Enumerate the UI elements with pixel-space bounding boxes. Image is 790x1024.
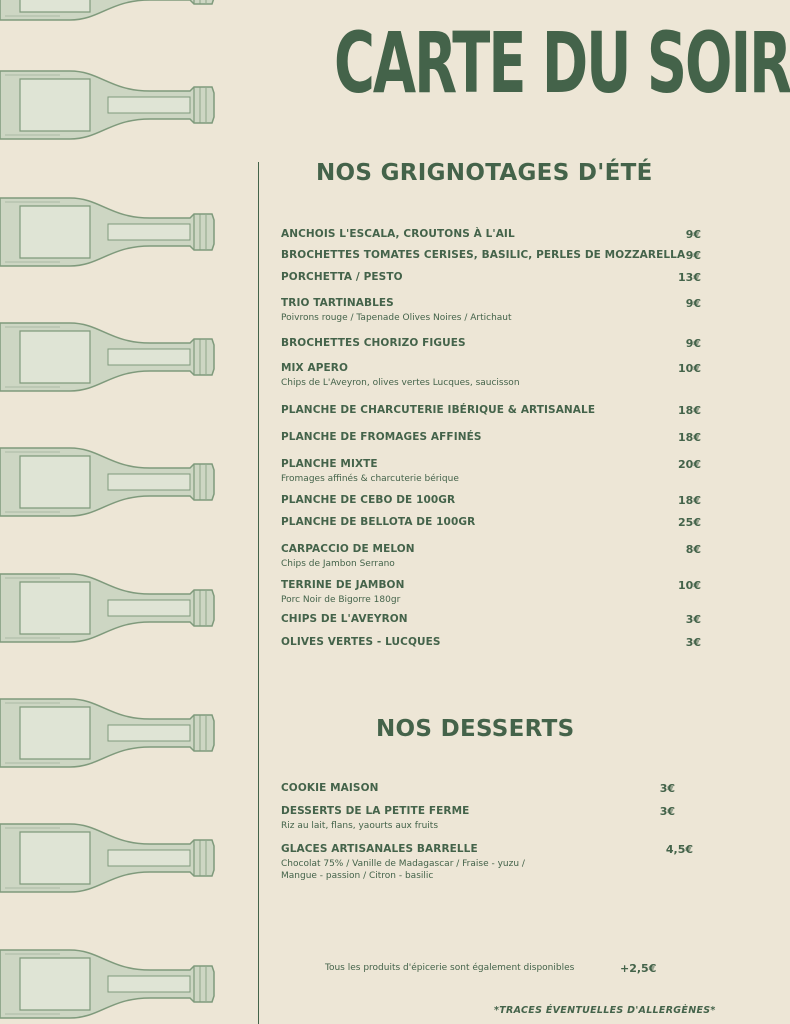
item-price: 3€ bbox=[685, 613, 701, 626]
item-description: Poivrons rouge / Tapenade Olives Noires / Artichaut bbox=[281, 313, 512, 323]
menu-item bbox=[281, 579, 701, 606]
epicerie-note: Tous les produits d'épicerie sont également disponibles bbox=[325, 963, 575, 973]
menu-item bbox=[281, 458, 701, 485]
menu-item bbox=[281, 543, 701, 570]
bottles-decoration bbox=[0, 0, 230, 1024]
wine-bottle-icon bbox=[0, 574, 214, 642]
item-price: 18€ bbox=[678, 431, 701, 444]
menu-item bbox=[281, 782, 693, 794]
wine-bottle-icon bbox=[0, 323, 214, 391]
item-price: 10€ bbox=[678, 579, 701, 592]
menu-item bbox=[281, 636, 701, 648]
item-description: Chips de L'Aveyron, olives vertes Lucques, saucisson bbox=[281, 378, 520, 388]
wine-bottle-icon bbox=[0, 699, 214, 767]
item-name: COOKIE MAISON bbox=[281, 782, 379, 794]
menu-item bbox=[281, 805, 693, 832]
item-description: Porc Noir de Bigorre 180gr bbox=[281, 595, 401, 605]
item-description: Chips de Jambon Serrano bbox=[281, 559, 395, 569]
item-name: DESSERTS DE LA PETITE FERME bbox=[281, 805, 470, 817]
menu-item bbox=[281, 494, 701, 506]
menu-item bbox=[281, 516, 701, 528]
item-price: 4,5€ bbox=[665, 843, 693, 856]
wine-bottle-icon bbox=[0, 824, 214, 892]
item-name: TRIO TARTINABLES bbox=[281, 297, 394, 309]
item-price: 9€ bbox=[685, 297, 701, 310]
item-description: Chocolat 75% / Vanille de Madagascar / Fraise - yuzu / Mangue - passion / Citron - basilic bbox=[281, 859, 525, 882]
item-name: BROCHETTES TOMATES CERISES, BASILIC, PERLES DE MOZZARELLA bbox=[281, 249, 686, 261]
menu-item bbox=[281, 337, 701, 349]
item-name: PLANCHE DE BELLOTA DE 100GR bbox=[281, 516, 476, 528]
item-price: 3€ bbox=[659, 805, 675, 818]
item-name: CARPACCIO DE MELON bbox=[281, 543, 415, 555]
item-name: TERRINE DE JAMBON bbox=[281, 579, 405, 591]
item-name: OLIVES VERTES - LUCQUES bbox=[281, 636, 441, 648]
menu-item bbox=[281, 249, 701, 261]
vertical-divider bbox=[258, 162, 259, 1024]
item-description: Riz au lait, flans, yaourts aux fruits bbox=[281, 821, 439, 831]
item-description: Fromages affinés & charcuterie bérique bbox=[281, 474, 459, 484]
item-name: PLANCHE DE CHARCUTERIE IBÉRIQUE & ARTISANALE bbox=[281, 404, 596, 416]
item-price: 3€ bbox=[659, 782, 675, 795]
item-price: 9€ bbox=[685, 337, 701, 350]
menu-item bbox=[281, 613, 701, 625]
wine-bottle-icon bbox=[0, 0, 214, 20]
menu-item bbox=[281, 228, 701, 240]
item-price: 10€ bbox=[678, 362, 701, 375]
section-title-grignotages: NOS GRIGNOTAGES D'ÉTÉ bbox=[316, 160, 653, 186]
item-name: MIX APERO bbox=[281, 362, 349, 374]
menu-item bbox=[281, 271, 701, 283]
item-name: ANCHOIS L'ESCALA, CROUTONS À L'AIL bbox=[281, 228, 515, 240]
item-price: 13€ bbox=[678, 271, 701, 284]
item-price: 9€ bbox=[685, 249, 701, 262]
item-price: 25€ bbox=[678, 516, 701, 529]
item-price: 8€ bbox=[685, 543, 701, 556]
item-name: PLANCHE DE FROMAGES AFFINÉS bbox=[281, 431, 482, 443]
item-price: 18€ bbox=[678, 404, 701, 417]
menu-item bbox=[281, 404, 701, 416]
page-title: CARTE DU SOIR bbox=[334, 13, 790, 113]
allergenes-note: *TRACES ÉVENTUELLES D'ALLERGÈNES* bbox=[494, 1005, 716, 1016]
menu-item bbox=[281, 431, 701, 443]
epicerie-price: +2,5€ bbox=[620, 962, 657, 975]
menu-item bbox=[281, 843, 693, 882]
wine-bottle-icon bbox=[0, 448, 214, 516]
item-name: PORCHETTA / PESTO bbox=[281, 271, 403, 283]
item-name: PLANCHE MIXTE bbox=[281, 458, 378, 470]
section-title-desserts: NOS DESSERTS bbox=[376, 716, 575, 742]
menu-item bbox=[281, 362, 701, 389]
wine-bottle-icon bbox=[0, 198, 214, 266]
item-price: 3€ bbox=[685, 636, 701, 649]
item-name: PLANCHE DE CEBO DE 100GR bbox=[281, 494, 456, 506]
item-price: 18€ bbox=[678, 494, 701, 507]
wine-bottle-icon bbox=[0, 71, 214, 139]
wine-bottle-icon bbox=[0, 950, 214, 1018]
item-price: 20€ bbox=[678, 458, 701, 471]
item-name: CHIPS DE L'AVEYRON bbox=[281, 613, 408, 625]
menu-item bbox=[281, 297, 701, 324]
item-price: 9€ bbox=[685, 228, 701, 241]
item-name: BROCHETTES CHORIZO FIGUES bbox=[281, 337, 466, 349]
item-name: GLACES ARTISANALES BARRELLE bbox=[281, 843, 478, 855]
